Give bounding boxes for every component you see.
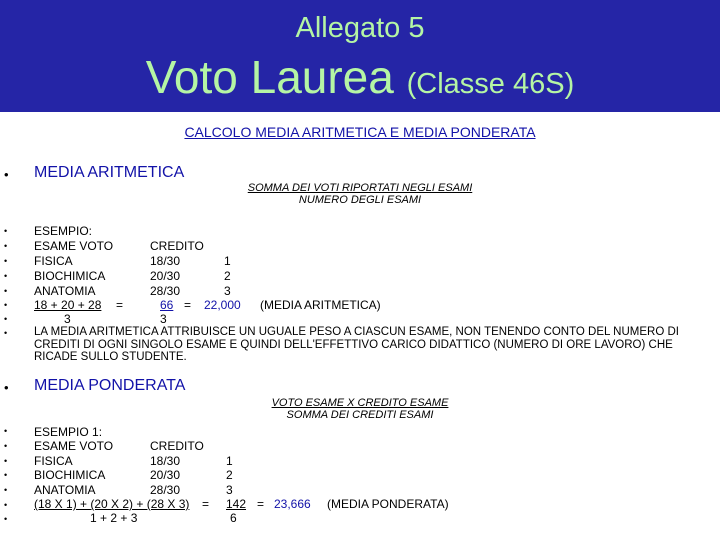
bullet: • <box>4 441 8 451</box>
section-bullet: • <box>4 380 9 395</box>
exam-credit: 1 <box>224 254 231 268</box>
calc-numerator: 142 <box>226 497 247 511</box>
formula-numerator: VOTO ESAME X CREDITO ESAME <box>271 397 449 409</box>
calc-label: (MEDIA PONDERATA) <box>327 497 449 511</box>
bullet: • <box>4 500 8 510</box>
bullet: • <box>4 241 8 251</box>
exam-credit: 2 <box>226 468 233 482</box>
calc-denominator: 6 <box>230 511 237 525</box>
calc-numerator: 66 <box>160 298 174 312</box>
exam-credit: 2 <box>224 269 231 283</box>
bullet: • <box>4 256 8 266</box>
calc-equals: = <box>257 497 265 511</box>
col-header-credit: CREDITO <box>150 439 204 453</box>
formula-ponderata <box>220 397 500 421</box>
calc-equals: = <box>116 298 124 312</box>
exam-name: BIOCHIMICA <box>34 269 106 283</box>
exam-vote: 18/30 <box>150 454 181 468</box>
title-banner <box>0 0 720 112</box>
exam-vote: 28/30 <box>150 284 181 298</box>
bullet: • <box>4 470 8 480</box>
bullet: • <box>4 514 8 524</box>
calc-denominator: 3 <box>64 312 71 326</box>
calc-sum: 18 + 20 + 28 <box>34 298 102 312</box>
bullet: • <box>4 426 8 436</box>
exam-name: FISICA <box>34 454 73 468</box>
calc-denominator: 1 + 2 + 3 <box>90 511 138 525</box>
exam-vote: 18/30 <box>150 254 181 268</box>
calc-label: (MEDIA ARITMETICA) <box>260 298 381 312</box>
bullet: • <box>4 485 8 495</box>
section-heading-aritmetica: MEDIA ARITMETICA <box>34 164 185 181</box>
banner-title-main: Voto Laurea <box>145 51 394 103</box>
exam-credit: 1 <box>226 454 233 468</box>
bullet: • <box>4 456 8 466</box>
bullet: • <box>4 286 8 296</box>
exam-name: BIOCHIMICA <box>34 468 106 482</box>
col-header-credit: CREDITO <box>150 239 204 253</box>
example-label: ESEMPIO: <box>34 224 93 238</box>
page-subtitle: CALCOLO MEDIA ARITMETICA E MEDIA PONDERATA <box>184 124 536 140</box>
exam-credit: 3 <box>224 284 231 298</box>
bullet: • <box>4 271 8 281</box>
exam-vote: 20/30 <box>150 468 181 482</box>
calc-result: 22,000 <box>204 298 241 312</box>
banner-title <box>0 50 720 104</box>
exam-vote: 20/30 <box>150 269 181 283</box>
col-header-exam: ESAME VOTO <box>34 439 114 453</box>
bullet: • <box>4 314 8 324</box>
calc-equals: = <box>184 298 192 312</box>
example-label: ESEMPIO 1: <box>34 425 103 439</box>
banner-title-class: (Classe 46S) <box>406 68 575 100</box>
banner-subtitle: Allegato 5 <box>295 12 425 44</box>
exam-credit: 3 <box>226 483 233 497</box>
formula-aritmetica <box>220 182 500 206</box>
calc-sum: (18 X 1) + (20 X 2) + (28 X 3) <box>34 497 190 511</box>
formula-denominator: SOMMA DEI CREDITI ESAMI <box>286 409 434 421</box>
bullet: • <box>4 328 8 338</box>
formula-numerator: SOMMA DEI VOTI RIPORTATI NEGLI ESAMI <box>247 182 473 194</box>
exam-vote: 28/30 <box>150 483 181 497</box>
exam-name: ANATOMIA <box>34 483 96 497</box>
exam-name: ANATOMIA <box>34 284 96 298</box>
calc-result: 23,666 <box>274 497 311 511</box>
section-bullet: • <box>4 167 9 182</box>
formula-denominator: NUMERO DEGLI ESAMI <box>298 194 422 206</box>
bullet: • <box>4 300 8 310</box>
exam-name: FISICA <box>34 254 73 268</box>
aritmetica-note: LA MEDIA ARITMETICA ATTRIBUISCE UN UGUALE PESO A CIASCUN ESAME, NON TENENDO CONTO DEL NUMERO DI CREDITI DI OGNI SINGOLO ESAME E QUINDI DELL'EFFETTIVO CARICO DIDATTICO (NUMERO DI ORE LAVORO) CHE RICADE SULLO STUDENTE. <box>34 326 679 363</box>
calc-equals: = <box>202 497 210 511</box>
col-header-exam: ESAME VOTO <box>34 239 114 253</box>
calc-denominator: 3 <box>160 312 167 326</box>
bullet: • <box>4 226 8 236</box>
section-heading-ponderata: MEDIA PONDERATA <box>34 377 186 394</box>
